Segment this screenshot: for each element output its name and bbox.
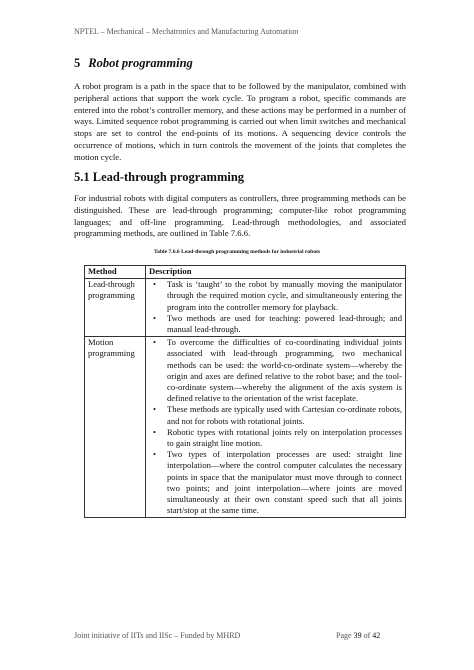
bullet-icon: • — [153, 337, 157, 348]
list-item-text: To overcome the difficulties of co-coordinating individual joints associated with lead-through programming, two mechanical methods can be used: the world-co-ordinate system—whereby the origin and axes are defined relative to the robot base; and the tool-co-ordinate system—whereby the alignment of the axis system is defined relative to the orientation of the wrist faceplate. — [167, 337, 402, 404]
method-cell: Motion programming — [85, 337, 146, 518]
paragraph-robot-programming: A robot program is a path in the space that to be followed by the manipulator, combined with peripheral actions that support the work cycle. To program a robot, specific commands are entered into the robot’s controller memory, and these actions may be performed in a number of ways. Limited sequence robot programming is carried out when limit switches and mechanical stops are set to control the end-points of its motions. A sequencing device controls the occurrence of motions, which in turn controls the movement of the joints that completes the motion cycle. — [74, 81, 406, 162]
table-row — [85, 337, 406, 518]
page-current: 39 — [353, 631, 362, 640]
bullet-icon: • — [153, 404, 157, 415]
subsection-title: 5.1 Lead-through programming — [74, 170, 245, 184]
list-item-text: Two methods are used for teaching: powered lead-through; and manual lead-through. — [167, 312, 402, 335]
header-method: Method — [85, 266, 146, 279]
method-cell: Lead-through programming — [85, 279, 146, 337]
list-item — [153, 337, 402, 404]
description-cell — [146, 279, 406, 337]
section-title — [74, 56, 193, 71]
bullet-icon: • — [153, 312, 157, 323]
table-header-row — [85, 266, 406, 279]
bullet-icon: • — [153, 426, 157, 437]
list-item-text: Task is ‘taught’ to the robot by manually moving the manipulator through the required motion cycle, and simultaneously entering the program into the controller memory for playback. — [167, 279, 402, 312]
list-item — [153, 449, 402, 516]
list-item — [153, 404, 402, 426]
list-item-text: Two types of interpolation processes are used: straight line interpolation—where the control computer calculates the necessary points in space that the manipulator must move through to connect two points; and joint interpolation—where joints are moved simultaneously at their own constant speed such that all joints start/stop at the same time. — [167, 449, 402, 516]
paragraph-lead-through: For industrial robots with digital computers as controllers, three programming methods can be distinguished. These are lead-through programming; computer-like robot programming languages; and off-line programming. Lead-through methodologies, and associated programming methods, are outlined in Table 7.6.6. — [74, 193, 406, 239]
bullet-icon: • — [153, 279, 157, 290]
list-item-text: These methods are typically used with Cartesian co-ordinate robots, and not for robots with rotational joints. — [167, 404, 402, 426]
description-list — [149, 337, 402, 516]
header-description: Description — [146, 266, 406, 279]
page-number — [336, 631, 380, 640]
description-list — [149, 279, 402, 335]
methods-table — [84, 265, 406, 518]
section-title-text: Robot programming — [88, 56, 193, 70]
table-caption: Table 7.6.6 Lead-through programming methods for industrial robots — [153, 249, 321, 255]
page-of: of — [361, 631, 373, 640]
list-item — [153, 279, 402, 313]
bullet-icon: • — [153, 449, 157, 460]
list-item-text: Robotic types with rotational joints rely on interpolation processes to gain straight line motion. — [167, 426, 402, 449]
list-item — [153, 312, 402, 335]
page-total: 42 — [372, 631, 381, 640]
table-row — [85, 279, 406, 337]
section-number: 5 — [74, 56, 81, 70]
page-prefix: Page — [336, 631, 354, 640]
footer-credit: Joint initiative of IITs and IISc – Funded by MHRD — [74, 631, 241, 640]
description-cell — [146, 337, 406, 518]
page-header: NPTEL – Mechanical – Mechatronics and Manufacturing Automation — [74, 27, 299, 36]
list-item — [153, 426, 402, 449]
